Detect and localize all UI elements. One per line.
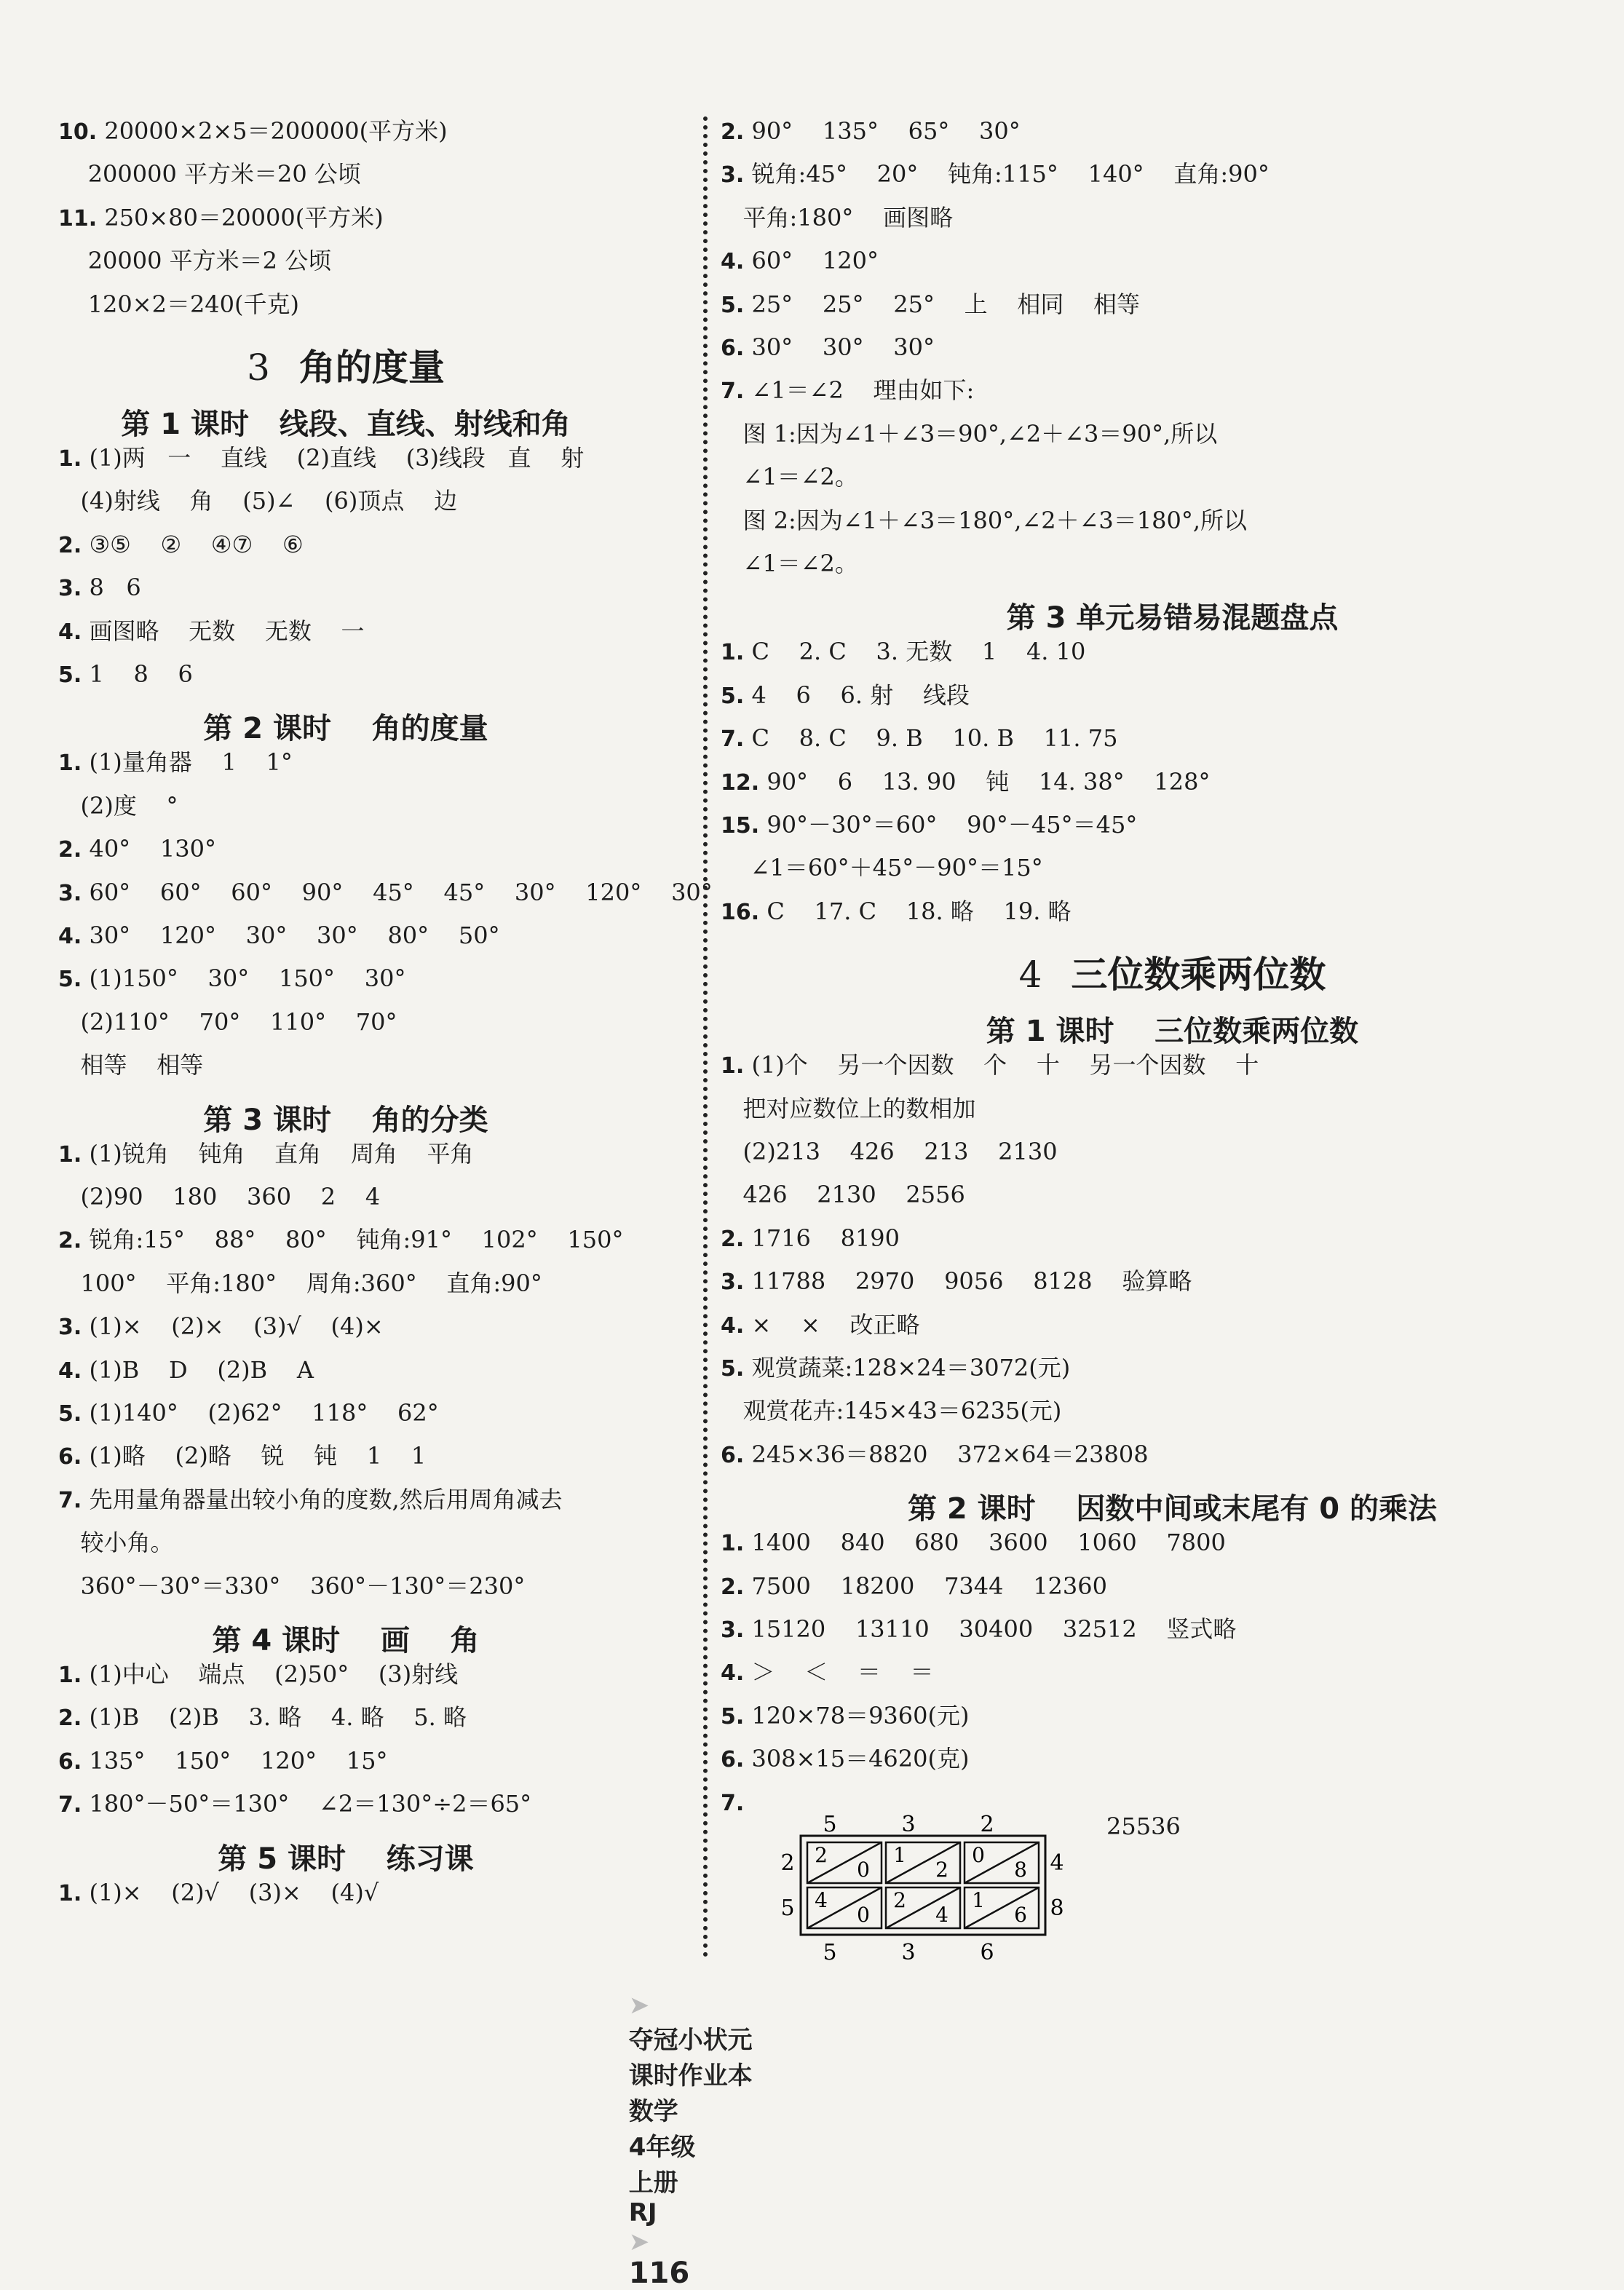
lattice-frame <box>801 1836 1045 1935</box>
question-number: 2. <box>58 1228 82 1254</box>
answer-line <box>58 791 178 822</box>
answer-text: 245×36＝8820 372×64＝23808 <box>744 1440 1149 1468</box>
answer-text: ③⑤ ② ④⑦ ⑥ <box>82 530 304 558</box>
answer-line <box>721 637 1085 667</box>
answer-line <box>58 246 331 277</box>
answer-line <box>58 1225 624 1256</box>
footer-book: 课时作业本 <box>628 2061 753 2091</box>
page-footer <box>611 1962 753 2290</box>
chapter-number: 4 <box>1018 954 1042 997</box>
question-number: 5. <box>721 683 745 709</box>
answer-line <box>721 1744 969 1775</box>
lattice-ones-digit: 0 <box>857 1858 870 1882</box>
lattice-ones-digit: 6 <box>1014 1903 1027 1927</box>
answer-text: 90° 6 13. 90 钝 14. 38° 128° <box>759 767 1211 796</box>
question-number: 7. <box>721 1790 745 1816</box>
answer-text: C 8. C 9. B 10. B 11. 75 <box>744 724 1118 753</box>
answer-text: (1)× (2)√ (3)× (4)√ <box>82 1878 379 1906</box>
lesson-heading: 第 3 单元易错易混题盘点 <box>1006 601 1339 635</box>
footer-arrow-icon: ➤ <box>628 1991 650 2020</box>
answer-line <box>58 1269 542 1299</box>
answer-line <box>721 203 953 234</box>
lattice-ones-digit: 4 <box>935 1903 948 1927</box>
answer-text: 90°－30°＝60° 90°－45°＝45° <box>759 811 1138 839</box>
answer-text: 较小角。 <box>58 1529 174 1557</box>
answer-line <box>721 116 1021 147</box>
answer-line <box>721 290 1140 320</box>
answer-line <box>58 573 141 603</box>
answer-text: 360°－30°＝330° 360°－130°＝230° <box>58 1572 526 1600</box>
answer-line <box>721 1267 1192 1297</box>
question-number: 11. <box>58 205 98 231</box>
answer-text: 1 8 6 <box>82 660 193 688</box>
question-number: 10. <box>58 119 98 145</box>
answer-line <box>721 1396 1061 1427</box>
lattice-right-digit: 4 <box>1050 1850 1064 1876</box>
question-number: 7. <box>58 1792 82 1818</box>
lattice-bottom-digit: 5 <box>823 1940 837 1964</box>
answer-text: (1)略 (2)略 锐 钝 1 1 <box>82 1442 427 1470</box>
question-number: 1. <box>58 446 82 472</box>
question-number: 15. <box>721 813 760 839</box>
answer-line <box>721 549 858 579</box>
question-number: 1. <box>58 1663 82 1688</box>
answer-line <box>58 1660 458 1690</box>
answer-text: 图 2:因为∠1＋∠3＝180°,∠2＋∠3＝180°,所以 <box>721 506 1248 534</box>
answer-text: 平角:180° 画图略 <box>721 203 954 231</box>
answer-line <box>58 1050 203 1081</box>
lattice-bottom-digit: 6 <box>980 1940 994 1964</box>
answer-text: 135° 150° 120° 15° <box>82 1746 388 1775</box>
footer-arrow-icon: ➤ <box>628 2227 650 2257</box>
answer-text: 120×78＝9360(元) <box>744 1701 970 1730</box>
question-number: 2. <box>58 532 82 558</box>
answer-line <box>721 724 1117 754</box>
lesson-heading: 第 2 课时 角的度量 <box>203 712 488 746</box>
chapter-title: 三位数乘两位数 <box>1071 953 1326 997</box>
question-number: 4. <box>58 619 82 645</box>
question-number: 4. <box>721 249 745 275</box>
footer-volume: 上册 <box>628 2168 678 2198</box>
lattice-tens-digit: 1 <box>893 1843 906 1867</box>
lesson-heading: 第 1 课时 线段、直线、射线和角 <box>121 408 571 441</box>
answer-line <box>721 1657 934 1688</box>
answer-text: 120×2＝240(千克) <box>58 290 299 318</box>
question-number: 2. <box>58 837 82 863</box>
footer-edition: RJ <box>628 2198 657 2227</box>
answer-line <box>58 530 304 560</box>
answer-text: 426 2130 2556 <box>721 1181 965 1209</box>
answer-line <box>58 617 365 647</box>
lattice-top-digit: 5 <box>823 1812 837 1837</box>
answer-line <box>58 1355 314 1386</box>
lattice-top-digit: 3 <box>901 1812 916 1837</box>
answer-line <box>721 1310 919 1341</box>
lattice-tens-digit: 0 <box>972 1843 985 1867</box>
answer-line <box>721 1180 965 1211</box>
answer-text: 1716 8190 <box>744 1224 900 1252</box>
chapter-title: 角的度量 <box>298 346 445 389</box>
question-number: 12. <box>721 769 760 796</box>
answer-line <box>58 1182 380 1213</box>
answer-line <box>721 506 1247 536</box>
answer-text: 相等 相等 <box>58 1051 204 1079</box>
chapter-heading <box>0 338 692 391</box>
answer-line <box>58 1312 384 1342</box>
answer-line <box>58 1572 525 1602</box>
question-number: 1. <box>58 1141 82 1168</box>
question-number: 4. <box>721 1660 745 1687</box>
answer-text: (1)中心 端点 (2)50° (3)射线 <box>82 1660 459 1688</box>
answer-text: 锐角:45° 20° 钝角:115° 140° 直角:90° <box>744 160 1270 189</box>
question-number: 6. <box>721 1747 745 1773</box>
question-number: 3. <box>721 1269 745 1296</box>
answer-text: 画图略 无数 无数 一 <box>82 617 365 645</box>
answer-text: 20000×2×5＝200000(平方米) <box>97 117 448 145</box>
lattice-right-digit: 8 <box>1050 1895 1064 1921</box>
answer-line <box>58 1007 397 1038</box>
question-number: 4. <box>721 1312 745 1339</box>
answer-line <box>721 681 970 711</box>
answer-text: (2)110° 70° 110° 70° <box>58 1007 397 1036</box>
answer-text: 观赏蔬菜:128×24＝3072(元) <box>744 1354 1071 1382</box>
answer-text: 11788 2970 9056 8128 验算略 <box>744 1267 1192 1296</box>
question-number: 6. <box>58 1444 82 1470</box>
answer-line <box>58 1703 467 1733</box>
lattice-multiplication-diagram <box>772 1811 1106 1964</box>
answer-line <box>721 1572 1107 1602</box>
answer-text: C 17. C 18. 略 19. 略 <box>759 897 1072 925</box>
question-number: 3. <box>58 1315 82 1341</box>
question-number: 2. <box>721 1226 745 1252</box>
answer-line <box>58 486 457 517</box>
question-number: 3. <box>58 880 82 906</box>
answer-text: (1)两 一 直线 (2)直线 (3)线段 直 射 <box>82 444 585 472</box>
answer-text: 15120 13110 30400 32512 竖式略 <box>744 1615 1237 1643</box>
answer-text: (4)射线 角 (5)∠ (6)顶点 边 <box>58 487 458 515</box>
lesson-heading: 第 1 课时 三位数乘两位数 <box>986 1015 1359 1049</box>
lattice-tens-digit: 4 <box>815 1888 828 1912</box>
answer-text: ∠1＝∠2。 <box>721 463 858 491</box>
lattice-ones-digit: 8 <box>1014 1858 1027 1882</box>
answer-line <box>721 159 1270 190</box>
question-number: 5. <box>58 967 82 993</box>
answer-line <box>58 834 216 865</box>
answer-line <box>721 1788 744 1818</box>
footer-brand: 夺冠小状元 <box>628 2026 753 2055</box>
answer-line <box>58 1878 379 1909</box>
answer-line <box>58 964 405 994</box>
lattice-ones-digit: 2 <box>935 1858 948 1882</box>
answer-line <box>721 767 1211 798</box>
answer-line <box>721 1701 969 1732</box>
question-number: 2. <box>721 119 745 145</box>
answer-text: 4 6 6. 射 线段 <box>744 681 970 709</box>
answer-line <box>58 1789 531 1820</box>
answer-line <box>721 1224 900 1254</box>
answer-line <box>58 203 384 234</box>
lesson-heading: 第 3 课时 角的分类 <box>203 1103 488 1137</box>
question-number: 1. <box>721 1053 745 1079</box>
answer-line <box>721 1615 1236 1645</box>
lattice-bottom-digit: 3 <box>901 1940 916 1964</box>
lesson-heading: 第 5 课时 练习课 <box>218 1842 474 1876</box>
answer-text: 7500 18200 7344 12360 <box>744 1572 1107 1600</box>
lattice-product: 25536 <box>1106 1812 1181 1840</box>
answer-text: 锐角:15° 88° 80° 钝角:91° 102° 150° <box>82 1226 624 1254</box>
question-number: 1. <box>721 640 745 666</box>
answer-text: (2)度 ° <box>58 791 178 820</box>
answer-line <box>58 748 293 778</box>
answer-text: 90° 135° 65° 30° <box>744 117 1021 145</box>
question-number: 6. <box>58 1748 82 1775</box>
answer-line <box>721 897 1072 927</box>
answer-line <box>58 1139 474 1170</box>
answer-line <box>721 1137 1058 1168</box>
answer-text: 8 6 <box>82 574 141 602</box>
answer-line <box>58 1746 387 1777</box>
answer-text: 100° 平角:180° 周角:360° 直角:90° <box>58 1269 542 1297</box>
footer-grade: 4年级 <box>628 2133 696 2162</box>
answer-text: (1)个 另一个因数 个 十 另一个因数 十 <box>744 1051 1259 1079</box>
answer-text: ∠1＝60°＋45°－90°＝15° <box>721 854 1043 882</box>
question-number: 7. <box>721 726 745 753</box>
answer-text: ∠1＝∠2 理由如下: <box>744 376 975 405</box>
question-number: 5. <box>721 1356 745 1382</box>
question-number: 6. <box>721 336 745 361</box>
answer-line <box>721 419 1217 450</box>
answer-line <box>58 1398 439 1429</box>
answer-line <box>58 659 193 690</box>
answer-line <box>721 1440 1149 1470</box>
question-number: 3. <box>721 162 745 189</box>
answer-text: (1)量角器 1 1° <box>82 748 293 777</box>
answer-line <box>721 376 974 406</box>
answer-text: 200000 平方米＝20 公顷 <box>58 160 361 189</box>
answer-text: (2)90 180 360 2 4 <box>58 1183 381 1211</box>
answer-line <box>721 246 879 277</box>
question-number: 6. <box>721 1442 745 1468</box>
lattice-left-digit: 5 <box>780 1895 795 1921</box>
answer-text: 60° 60° 60° 90° 45° 45° 30° 120° 30° <box>82 878 713 906</box>
chapter-number: 3 <box>247 346 270 389</box>
question-number: 4. <box>58 1358 82 1384</box>
question-number: 3. <box>58 576 82 602</box>
answer-text: 30° 120° 30° 30° 80° 50° <box>82 922 500 949</box>
question-number: 2. <box>58 1705 82 1732</box>
question-number: 16. <box>721 899 760 925</box>
answer-line <box>58 921 500 951</box>
footer-subject: 数学 <box>628 2097 678 2126</box>
answer-line <box>58 116 448 147</box>
answer-text: (1)150° 30° 150° 30° <box>82 964 406 993</box>
question-number: 5. <box>58 1401 82 1427</box>
question-number: 7. <box>721 379 745 405</box>
answer-line <box>721 1050 1259 1081</box>
answer-text: 180°－50°＝130° ∠2＝130°÷2＝65° <box>82 1790 532 1818</box>
answer-line <box>721 1528 1226 1558</box>
lesson-heading: 第 2 课时 因数中间或末尾有 0 的乘法 <box>907 1492 1438 1526</box>
answer-text: C 2. C 3. 无数 1 4. 10 <box>744 638 1086 666</box>
answer-text: (1)B D (2)B A <box>82 1355 314 1384</box>
answer-text: 308×15＝4620(克) <box>744 1745 970 1773</box>
lattice-ones-digit: 0 <box>857 1903 870 1927</box>
question-number: 7. <box>58 1487 82 1513</box>
answer-line <box>721 853 1043 884</box>
answer-line <box>721 462 858 493</box>
column-divider <box>703 116 708 1958</box>
answer-line <box>58 878 713 908</box>
question-number: 5. <box>58 662 82 688</box>
question-number: 1. <box>58 750 82 777</box>
question-number: 4. <box>58 924 82 949</box>
question-number: 5. <box>721 292 745 318</box>
answer-text: 30° 30° 30° <box>744 333 935 361</box>
question-number: 1. <box>58 1880 82 1906</box>
answer-line <box>721 1353 1070 1384</box>
answer-text: 20000 平方米＝2 公顷 <box>58 247 332 275</box>
lattice-top-digit: 2 <box>980 1812 994 1837</box>
question-number: 5. <box>721 1703 745 1730</box>
answer-line <box>58 1441 426 1472</box>
answer-text: (1)140° (2)62° 118° 62° <box>82 1399 439 1427</box>
answer-text: 观赏花卉:145×43＝6235(元) <box>721 1397 1062 1425</box>
question-number: 2. <box>721 1574 745 1600</box>
answer-line <box>58 443 584 474</box>
answer-text: 250×80＝20000(平方米) <box>97 203 384 231</box>
answer-text: 把对应数位上的数相加 <box>721 1094 976 1122</box>
answer-line <box>721 810 1137 841</box>
answer-text: 先用量角器量出较小角的度数,然后用周角减去 <box>82 1485 563 1513</box>
lesson-heading: 第 4 课时 画 角 <box>212 1624 480 1657</box>
lattice-tens-digit: 1 <box>972 1888 985 1912</box>
answer-text: (1)× (2)× (3)√ (4)× <box>82 1312 384 1341</box>
question-number: 3. <box>721 1617 745 1643</box>
answer-line <box>58 1528 174 1558</box>
answer-text: 40° 130° <box>82 835 216 863</box>
lattice-tens-digit: 2 <box>815 1843 828 1867</box>
answer-line <box>721 1094 976 1125</box>
lattice-left-digit: 2 <box>780 1850 795 1876</box>
chapter-heading <box>721 946 1624 998</box>
answer-text: 图 1:因为∠1＋∠3＝90°,∠2＋∠3＝90°,所以 <box>721 419 1218 448</box>
answer-text: ＞ ＜ ＝ ＝ <box>744 1658 934 1687</box>
answer-text: ∠1＝∠2。 <box>721 550 858 577</box>
lattice-tens-digit: 2 <box>893 1888 906 1912</box>
answer-text: (1)B (2)B 3. 略 4. 略 5. 略 <box>82 1703 467 1732</box>
answer-text: 60° 120° <box>744 247 879 275</box>
answer-line <box>58 159 361 190</box>
answer-line <box>58 290 299 320</box>
answer-text: 1400 840 680 3600 1060 7800 <box>744 1529 1226 1557</box>
answer-line <box>58 1485 563 1516</box>
answer-text: (2)213 426 213 2130 <box>721 1138 1058 1165</box>
page-number: 116 <box>628 2257 690 2290</box>
answer-text: × × 改正略 <box>744 1310 920 1339</box>
question-number: 1. <box>721 1531 745 1557</box>
answer-line <box>721 333 935 363</box>
answer-text: (1)锐角 钝角 直角 周角 平角 <box>82 1139 474 1168</box>
answer-text: 25° 25° 25° 上 相同 相等 <box>744 290 1141 318</box>
